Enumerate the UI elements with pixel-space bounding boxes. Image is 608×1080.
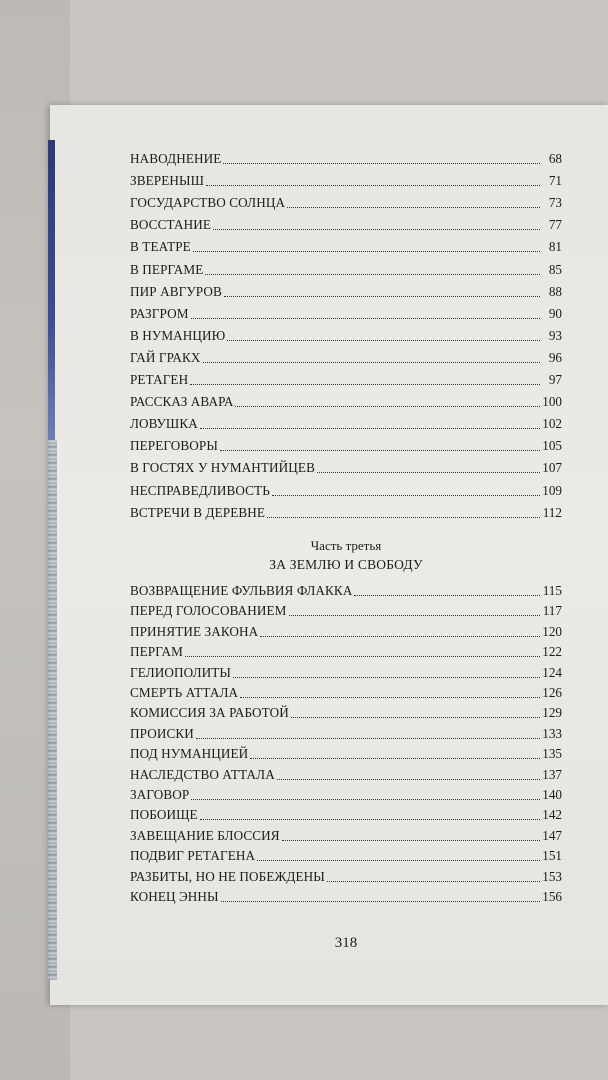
dot-leader <box>227 339 540 341</box>
toc-entry-page: 68 <box>548 151 562 166</box>
toc-entry-page: 135 <box>542 746 562 762</box>
toc-entry-title: РАССКАЗ АВАРА <box>130 394 234 410</box>
toc-entry-page: 97 <box>548 372 562 387</box>
toc-entry-title: ПИР АВГУРОВ <box>130 283 222 299</box>
dot-leader <box>203 361 540 363</box>
dot-leader <box>223 162 540 164</box>
toc-entry-page: 107 <box>542 460 562 476</box>
toc-entry <box>130 597 562 619</box>
toc-entry <box>130 344 562 366</box>
dot-leader <box>289 614 541 616</box>
toc-entry <box>130 801 562 823</box>
toc-entry <box>130 781 562 803</box>
toc-entry-page: 151 <box>542 848 562 864</box>
toc-entry <box>130 211 562 233</box>
toc-entry <box>130 432 562 454</box>
toc-entry <box>130 189 562 211</box>
toc-entry-page: 100 <box>542 394 562 410</box>
toc-entry <box>130 499 562 521</box>
dot-leader <box>317 471 540 473</box>
dot-leader <box>224 295 540 297</box>
toc-entry-title: ПЕРГАМ <box>130 644 183 660</box>
toc-entry <box>130 300 562 322</box>
toc-entry <box>130 618 562 640</box>
toc-entry-title: ЗВЕРЕНЫШ <box>130 173 204 189</box>
toc-entry-page: 156 <box>542 889 562 904</box>
toc-entry <box>130 659 562 681</box>
toc-entry-title: НАСЛЕДСТВО АТТАЛА <box>130 766 275 782</box>
toc-entry-title: РЕТАГЕН <box>130 372 189 387</box>
part-label: Часть третья <box>310 538 382 553</box>
dot-leader <box>240 696 540 698</box>
dot-leader <box>185 655 540 657</box>
toc-entry-title: ПОД НУМАНЦИЕЙ <box>130 746 249 762</box>
toc-entry <box>130 278 562 300</box>
dot-leader <box>235 405 540 407</box>
toc-entry-title: РАЗБИТЫ, НО НЕ ПОБЕЖДЕНЫ <box>130 868 325 884</box>
toc-entry <box>130 863 562 885</box>
toc-entry <box>130 822 562 844</box>
toc-entry-page: 90 <box>548 305 562 321</box>
toc-entry-page: 109 <box>542 482 562 498</box>
dot-leader <box>354 594 540 596</box>
dot-leader <box>287 206 540 208</box>
toc-entry-page: 120 <box>542 623 562 639</box>
dot-leader <box>220 449 540 451</box>
toc-entry-page: 115 <box>542 583 562 598</box>
toc-entry-page: 133 <box>542 725 562 741</box>
toc-entry <box>130 638 562 660</box>
toc-entry-page: 88 <box>548 283 562 299</box>
toc-entry-page: 112 <box>542 504 562 520</box>
toc-entry-page: 81 <box>548 239 562 255</box>
dot-leader <box>200 427 540 429</box>
toc-entry-title: КОМИССИЯ ЗА РАБОТОЙ <box>130 705 289 721</box>
toc-entry <box>130 720 562 742</box>
toc-entry-page: 147 <box>542 827 562 843</box>
dot-leader <box>267 516 540 518</box>
toc-entry-title: В ТЕАТРЕ <box>130 239 191 255</box>
toc-entry-title: ПОБОИЩЕ <box>130 807 198 823</box>
toc-entry-page: 117 <box>542 603 562 619</box>
toc-entry <box>130 388 562 410</box>
toc-entry <box>130 679 562 701</box>
toc-entry-title: ПРОИСКИ <box>130 725 194 741</box>
dot-leader <box>200 818 540 820</box>
toc-entry <box>130 366 562 388</box>
dot-leader <box>327 880 540 882</box>
toc-entry-title: НАВОДНЕНИЕ <box>130 151 222 166</box>
dot-leader <box>277 778 540 780</box>
page-number: 318 <box>334 935 358 951</box>
toc-entry-title: ПОДВИГ РЕТАГЕНА <box>130 848 256 864</box>
toc-entry-title: ПРИНЯТИЕ ЗАКОНА <box>130 623 259 639</box>
toc-entry-title: В НУМАНЦИЮ <box>130 327 226 343</box>
toc-entry <box>130 740 562 762</box>
book-spine-edge <box>48 140 55 440</box>
toc-entry-title: ВОЗВРАЩЕНИЕ ФУЛЬВИЯ ФЛАККА <box>130 583 353 598</box>
toc-entry-page: 85 <box>548 261 562 277</box>
toc-entry <box>130 842 562 864</box>
toc-entry-page: 124 <box>542 664 562 680</box>
toc-entry-page: 77 <box>548 217 562 233</box>
toc-entry-title: СМЕРТЬ АТТАЛА <box>130 685 239 700</box>
dot-leader <box>213 228 540 230</box>
toc-entry-title: В ГОСТЯХ У НУМАНТИЙЦЕВ <box>130 460 315 476</box>
toc-entry-page: 137 <box>542 766 562 782</box>
toc-entry <box>130 883 562 905</box>
dot-leader <box>282 839 540 841</box>
toc-entry <box>130 167 562 189</box>
dot-leader <box>272 494 540 496</box>
toc-entry-title: ЗАВЕЩАНИЕ БЛОССИЯ <box>130 827 280 843</box>
dot-leader <box>205 273 540 275</box>
toc-entry-page: 71 <box>548 173 562 189</box>
toc-entry-title: РАЗГРОМ <box>130 305 189 321</box>
toc-entry-title: ВСТРЕЧИ В ДЕРЕВНЕ <box>130 504 266 520</box>
toc-entry <box>130 699 562 721</box>
toc-entry-page: 153 <box>542 868 562 884</box>
toc-entry-title: ЗАГОВОР <box>130 787 190 802</box>
toc-entry-page: 140 <box>542 787 562 802</box>
dot-leader <box>233 676 540 678</box>
dot-leader <box>206 184 540 186</box>
dot-leader <box>250 757 540 759</box>
toc-entry-page: 73 <box>548 195 562 211</box>
part-title: ЗА ЗЕМЛЮ И СВОБОДУ <box>269 557 423 572</box>
toc-entry-page: 93 <box>548 327 562 343</box>
toc-entry <box>130 145 562 167</box>
toc-entry-title: ГАЙ ГРАКХ <box>130 349 201 365</box>
toc-entry-title: ГОСУДАРСТВО СОЛНЦА <box>130 195 286 211</box>
toc-entry <box>130 233 562 255</box>
dot-leader <box>221 900 540 902</box>
toc-entry-title: ПЕРЕГОВОРЫ <box>130 438 218 454</box>
dot-leader <box>193 250 540 252</box>
toc-entry-title: ГЕЛИОПОЛИТЫ <box>130 664 232 680</box>
toc-entry-title: ВОССТАНИЕ <box>130 217 211 233</box>
toc-entry <box>130 761 562 783</box>
toc-entry-page: 129 <box>542 705 562 721</box>
toc-entry-title: В ПЕРГАМЕ <box>130 261 204 277</box>
dot-leader <box>257 859 540 861</box>
dot-leader <box>191 798 540 800</box>
toc-entry-page: 105 <box>542 438 562 454</box>
toc-entry <box>130 577 562 599</box>
toc-entry <box>130 322 562 344</box>
toc-entry-title: ПЕРЕД ГОЛОСОВАНИЕМ <box>130 603 287 619</box>
dot-leader <box>190 383 540 385</box>
book-spine-pattern <box>48 440 57 980</box>
toc-entry-title: КОНЕЦ ЭННЫ <box>130 889 219 904</box>
toc-entry-page: 142 <box>542 807 562 823</box>
dot-leader <box>291 716 540 718</box>
toc-entry-title: ЛОВУШКА <box>130 416 198 432</box>
toc-entry <box>130 477 562 499</box>
toc-entry <box>130 410 562 432</box>
toc-entry-page: 102 <box>542 416 562 432</box>
toc-entry-title: НЕСПРАВЕДЛИВОСТЬ <box>130 482 270 498</box>
toc-entry-page: 96 <box>548 349 562 365</box>
toc-entry-page: 122 <box>542 644 562 660</box>
dot-leader <box>191 317 540 319</box>
dot-leader <box>196 737 540 739</box>
toc-entry <box>130 454 562 476</box>
toc-entry-page: 126 <box>542 685 562 700</box>
dot-leader <box>260 635 540 637</box>
toc-entry <box>130 256 562 278</box>
